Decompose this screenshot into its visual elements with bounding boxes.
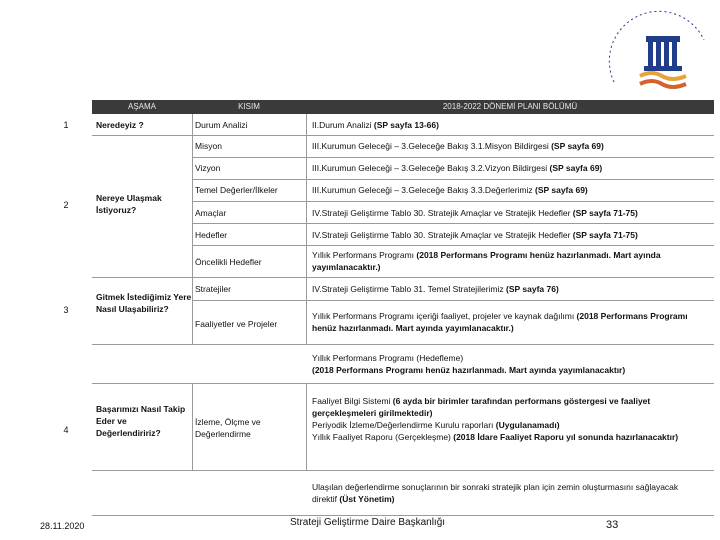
page-ref: (2018 Performans Programı henüz hazırlanmadı. Mart ayında yayımlanacaktır.): [312, 311, 688, 333]
column-divider: [306, 114, 307, 344]
part-cell: Durum Analizi: [195, 120, 248, 130]
footer-department: Strateji Geliştirme Daire Başkanlığı: [290, 517, 446, 528]
row-divider: [92, 344, 714, 345]
annual-program-status: (2018 Performans Programı henüz hazırlanmadı. Mart ayında yayımlanacaktır): [312, 365, 626, 375]
section-text: III.Kurumun Geleceği – 3.Geleceğe Bakış 3.2.Vizyon Bildirgesi: [312, 163, 550, 173]
section-cell: [312, 283, 712, 295]
monitoring-item: [312, 419, 714, 431]
row-divider: [92, 470, 714, 471]
section-cell: [312, 162, 712, 174]
monitoring-item-text: Periyodik İzleme/Değerlendirme Kurulu raporları: [312, 420, 496, 430]
stage-number: 4: [63, 425, 69, 435]
section-text: IV.Strateji Geliştirme Tablo 31. Temel Stratejilerimiz: [312, 284, 507, 294]
section-cell: [312, 310, 714, 334]
annual-program-title: Yıllık Performans Programı (Hedefleme): [312, 353, 464, 363]
page-ref: (SP sayfa 13-66): [373, 120, 439, 130]
header-col-part: KISIM: [192, 100, 306, 114]
stage-number: 1: [63, 120, 69, 130]
section-text: III.Kurumun Geleceği – 3.Geleceğe Bakış 3.3.Değerlerimiz: [312, 185, 535, 195]
section-cell: [312, 140, 712, 152]
section-cell: [312, 229, 712, 241]
part-cell: İzleme, Ölçme ve Değerlendirme: [195, 417, 261, 439]
page-ref: (SP sayfa 76): [506, 284, 559, 294]
monitoring-details: [312, 395, 714, 443]
stage-number: 3: [63, 305, 69, 315]
page-ref: (SP sayfa 69): [549, 163, 603, 173]
university-logo-graphic: [600, 10, 712, 100]
monitoring-item-note: (6 ayda bir birimler tarafından performans göstergesi ve faaliyet gerçekleşmeleri girilmektedir): [312, 396, 651, 418]
header-col-stage: AŞAMA: [92, 100, 192, 114]
page-ref: (SP sayfa 69): [551, 141, 604, 151]
stage-label: Neredeyiz ?: [96, 120, 144, 130]
monitoring-item-text: Faaliyet Bilgi Sistemi: [312, 396, 393, 406]
directive-owner: (Üst Yönetim): [339, 494, 395, 504]
page-ref: (SP sayfa 71-75): [572, 230, 638, 240]
monitoring-item: [312, 431, 714, 443]
annual-program-note: [312, 352, 714, 376]
stage-label: Gitmek İstediğimiz Yere Nasıl Ulaşabiliriz?: [96, 292, 192, 314]
row-divider: [92, 277, 714, 278]
section-text: Yıllık Performans Programı: [312, 250, 417, 260]
page-ref: (SP sayfa 69): [535, 185, 588, 195]
directive-text: Ulaşılan değerlendirme sonuçlarının bir sonraki stratejik plan için zemin oluşturmasını sağlayacak direktif: [312, 482, 679, 504]
section-text: Yıllık Performans Programı içeriği faaliyet, projeler ve kaynak dağılımı: [312, 311, 577, 321]
section-cell: [312, 249, 712, 273]
row-divider: [192, 157, 714, 158]
header-col-plan-section: 2018-2022 DÖNEMİ PLANI BÖLÜMÜ: [306, 100, 714, 114]
row-divider: [92, 135, 714, 136]
row-divider: [192, 245, 714, 246]
monitoring-item: [312, 395, 714, 419]
row-divider: [92, 383, 714, 384]
stage-number: 2: [63, 200, 69, 210]
section-text: IV.Strateji Geliştirme Tablo 30. Stratejik Amaçlar ve Stratejik Hedefler: [312, 230, 573, 240]
section-text: III.Kurumun Geleceği – 3.Geleceğe Bakış 3.1.Misyon Bildirgesi: [312, 141, 552, 151]
row-divider: [192, 179, 714, 180]
section-cell: [312, 207, 712, 219]
page-number: 33: [606, 519, 619, 531]
row-divider: [192, 300, 714, 301]
part-cell: Amaçlar: [195, 208, 227, 218]
monitoring-item-note: (2018 İdare Faaliyet Raporu yıl sonunda hazırlanacaktır): [453, 432, 679, 442]
section-text: II.Durum Analizi: [312, 120, 374, 130]
directive-note: [312, 481, 702, 505]
column-divider: [192, 383, 193, 470]
row-divider: [192, 223, 714, 224]
part-cell: Hedefler: [195, 230, 228, 240]
university-logo: [600, 10, 712, 100]
page-ref: (SP sayfa 71-75): [572, 208, 638, 218]
part-cell: Temel Değerler/İlkeler: [195, 185, 278, 195]
section-text: IV.Strateji Geliştirme Tablo 30. Stratejik Amaçlar ve Stratejik Hedefler: [312, 208, 573, 218]
monitoring-item-text: Yıllık Faaliyet Raporu (Gerçekleşme): [312, 432, 454, 442]
section-cell: [312, 184, 712, 196]
part-cell: Stratejiler: [195, 284, 231, 294]
row-divider: [92, 515, 714, 516]
row-divider: [192, 201, 714, 202]
stage-label: Nereye Ulaşmak İstiyoruz?: [96, 193, 162, 215]
part-cell: Misyon: [195, 141, 222, 151]
stage-label: Başarımızı Nasıl Takip Eder ve Değerlendiririz?: [96, 404, 186, 438]
footer-date: 28.11.2020: [40, 521, 85, 531]
column-divider: [306, 383, 307, 470]
monitoring-item-note: (Uygulanamadı): [495, 420, 560, 430]
page-ref: (2018 Performans Programı henüz hazırlanmadı. Mart ayında yayımlanacaktır.): [312, 250, 661, 272]
part-cell: Faaliyetler ve Projeler: [195, 319, 278, 329]
section-cell: [312, 119, 712, 131]
part-cell: Öncelikli Hedefler: [195, 257, 262, 267]
part-cell: Vizyon: [195, 163, 221, 173]
